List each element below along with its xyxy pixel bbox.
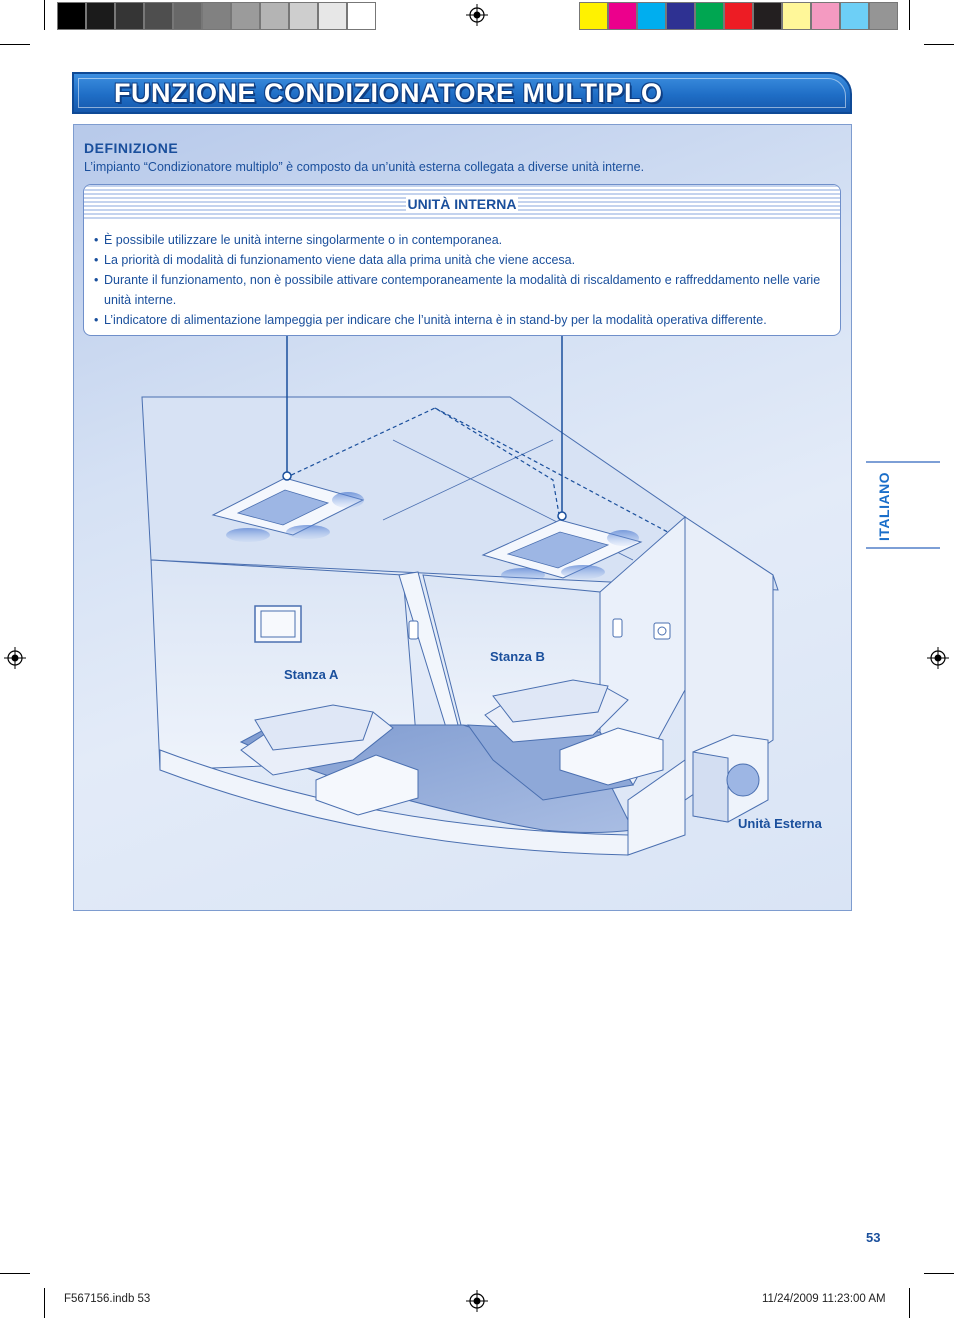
list-item: • L’indicatore di alimentazione lampeggia per indicare che l’unità interna è in stand-by per la modalità operativa differente. <box>94 310 834 330</box>
gray-swatch <box>347 2 376 30</box>
color-swatch <box>782 2 811 30</box>
crop-mark <box>909 1288 910 1318</box>
registration-mark-icon <box>927 647 949 669</box>
crop-mark <box>0 44 30 45</box>
room-a-label: Stanza A <box>284 667 339 682</box>
color-swatch <box>869 2 898 30</box>
indoor-unit-bullet-list <box>94 230 834 330</box>
registration-mark-icon <box>466 4 488 26</box>
page-number: 53 <box>866 1230 881 1245</box>
crop-mark <box>924 1273 954 1274</box>
color-swatch <box>840 2 869 30</box>
crop-mark <box>924 44 954 45</box>
definition-heading: DEFINIZIONE <box>84 140 179 156</box>
crop-mark <box>0 1273 30 1274</box>
list-item: • La priorità di modalità di funzionamento viene data alla prima unità che viene accesa. <box>94 250 834 270</box>
list-item: • È possibile utilizzare le unità interne singolarmente o in contemporanea. <box>94 230 834 250</box>
color-swatch <box>666 2 695 30</box>
crop-mark <box>909 0 910 30</box>
gray-swatch <box>173 2 202 30</box>
color-swatch <box>753 2 782 30</box>
crop-mark <box>44 0 45 30</box>
crop-mark <box>44 1288 45 1318</box>
gray-swatch <box>86 2 115 30</box>
gray-swatch <box>115 2 144 30</box>
color-swatch <box>608 2 637 30</box>
gray-swatch <box>202 2 231 30</box>
gray-swatch <box>289 2 318 30</box>
title-banner <box>72 72 852 114</box>
gray-swatch <box>231 2 260 30</box>
color-swatch <box>637 2 666 30</box>
language-tab <box>866 461 940 549</box>
page-title: FUNZIONE CONDIZIONATORE MULTIPLO <box>114 78 663 108</box>
definition-text: L’impianto “Condizionatore multiplo” è composto da un’unità esterna collegata a diverse unità interne. <box>84 160 645 174</box>
room-b-label: Stanza B <box>490 649 545 664</box>
color-swatch <box>811 2 840 30</box>
multi-split-illustration <box>73 330 852 890</box>
gray-swatch <box>318 2 347 30</box>
color-swatch <box>724 2 753 30</box>
registration-mark-icon <box>466 1290 488 1312</box>
gray-swatch <box>57 2 86 30</box>
color-swatch <box>695 2 724 30</box>
language-tab-label: ITALIANO <box>876 471 892 541</box>
gray-swatch <box>144 2 173 30</box>
list-item: • Durante il funzionamento, non è possibile attivare contemporaneamente la modalità di riscaldamento e raffreddamento nelle varie unità interne. <box>94 270 834 310</box>
footer-file: F567156.indb 53 <box>64 1293 151 1305</box>
indoor-unit-heading: UNITÀ INTERNA <box>407 196 517 212</box>
footer-timestamp: 11/24/2009 11:23:00 AM <box>762 1293 886 1305</box>
outdoor-unit-label: Unità Esterna <box>738 816 822 831</box>
color-swatch <box>579 2 608 30</box>
gray-swatch <box>260 2 289 30</box>
registration-mark-icon <box>4 647 26 669</box>
